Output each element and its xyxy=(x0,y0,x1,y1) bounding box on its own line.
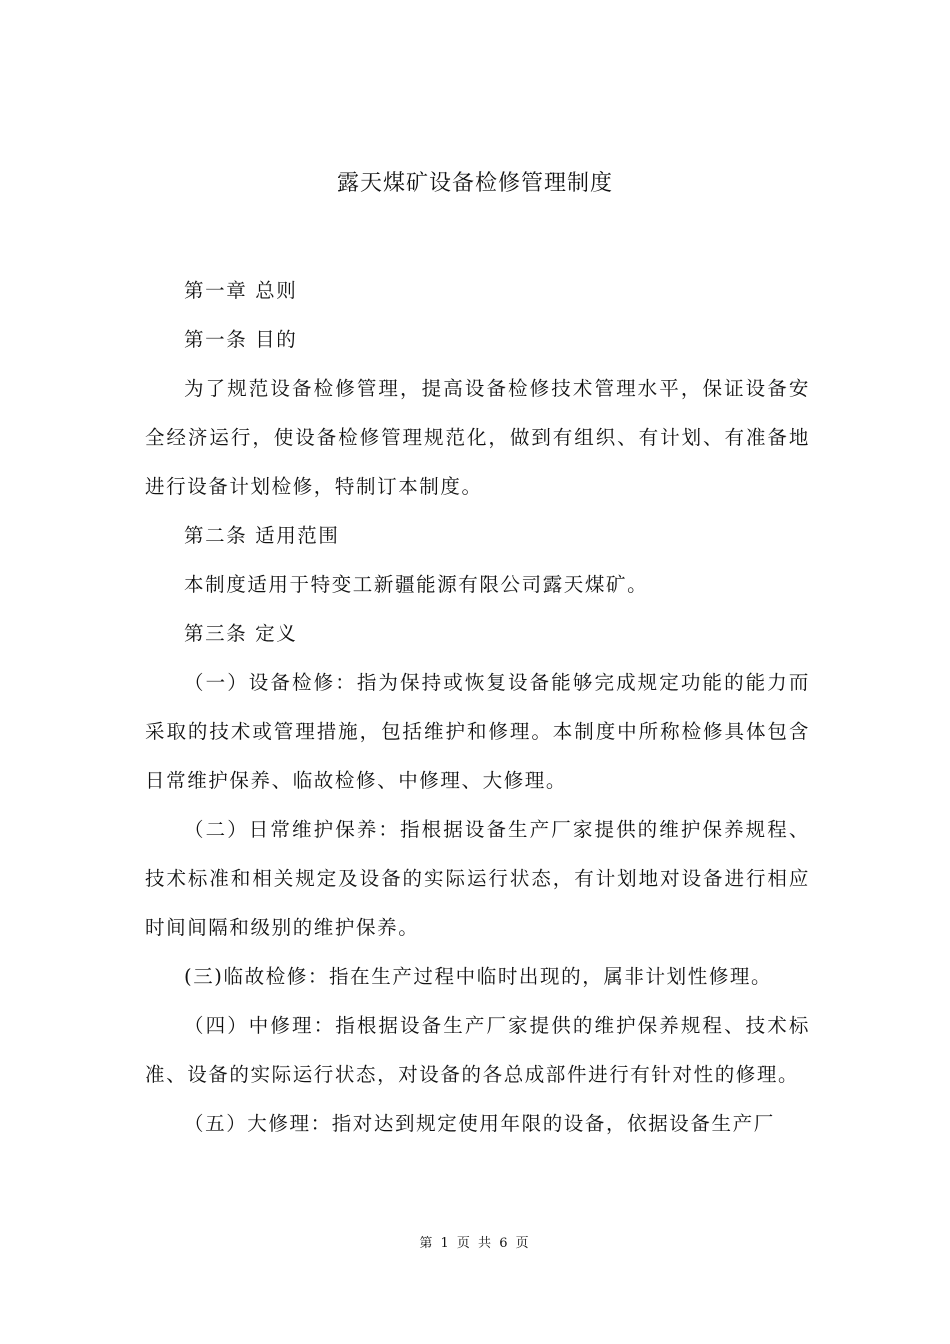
paragraph: （四）中修理：指根据设备生产厂家提供的维护保养规程、技术标准、设备的实际运行状态，对设备的各总成部件进行有针对性的修理。 xyxy=(145,1014,810,1086)
paragraph: （二）日常维护保养：指根据设备生产厂家提供的维护保养规程、技术标准和相关规定及设备的实际运行状态，有计划地对设备进行相应时间间隔和级别的维护保养。 xyxy=(145,818,810,939)
paragraph: （一）设备检修：指为保持或恢复设备能够完成规定功能的能力而采取的技术或管理措施，包括维护和修理。本制度中所称检修具体包含日常维护保养、临故检修、中修理、大修理。 xyxy=(145,671,810,792)
document-title: 露天煤矿设备检修管理制度 xyxy=(336,171,613,196)
document-body xyxy=(145,266,810,1148)
paragraph: 本制度适用于特变工新疆能源有限公司露天煤矿。 xyxy=(184,573,649,596)
paragraph: （五）大修理：指对达到规定使用年限的设备，依据设备生产厂 xyxy=(184,1112,775,1135)
article-heading: 第二条 适用范围 xyxy=(184,524,340,547)
paragraph: 为了规范设备检修管理，提高设备检修技术管理水平，保证设备安全经济运行，使设备检修管理规范化，做到有组织、有计划、有准备地进行设备计划检修，特制订本制度。 xyxy=(145,377,810,498)
chapter-heading: 第一章 总则 xyxy=(184,279,298,302)
page-number-footer: 第 1 页 共 6 页 xyxy=(419,1236,531,1251)
article-heading: 第一条 目的 xyxy=(184,328,298,351)
article-heading: 第三条 定义 xyxy=(184,622,298,645)
paragraph: (三)临故检修：指在生产过程中临时出现的，属非计划性修理。 xyxy=(184,965,773,988)
